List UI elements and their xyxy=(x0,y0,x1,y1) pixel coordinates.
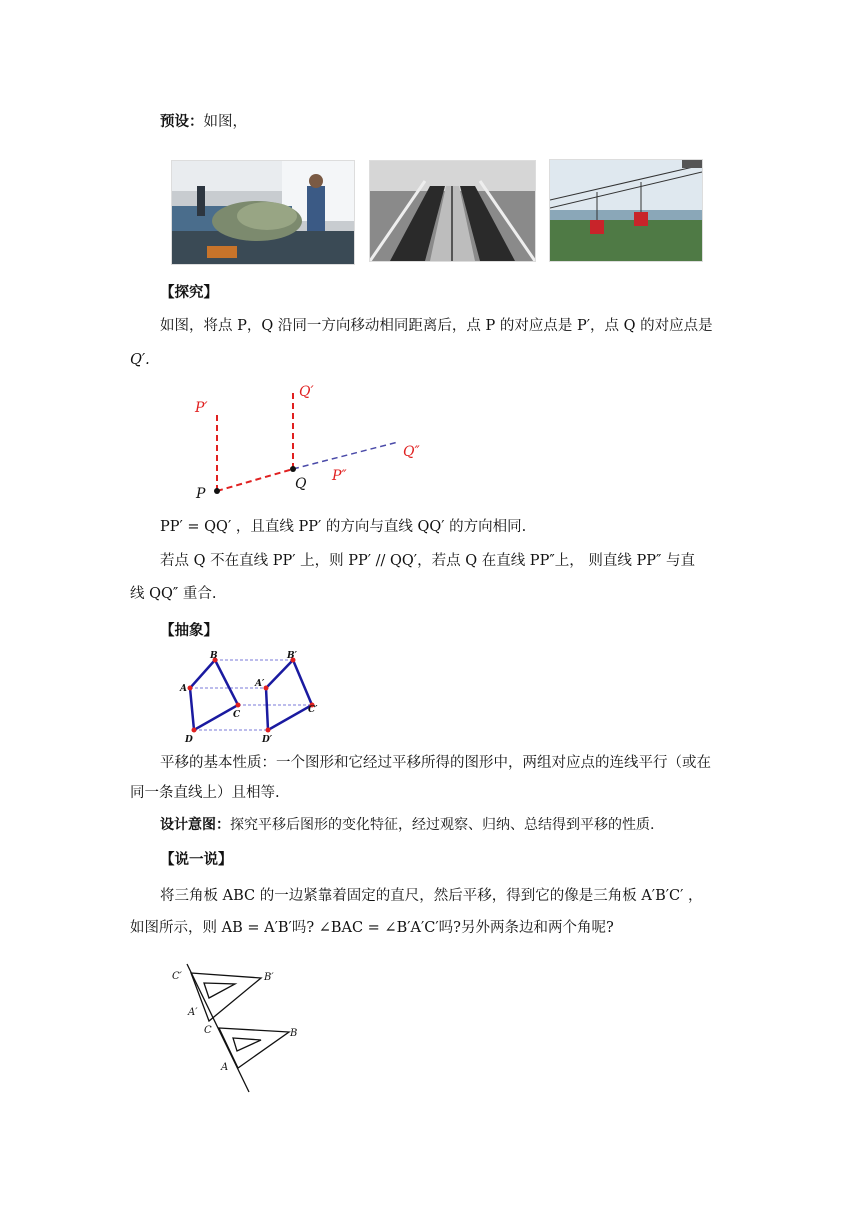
preview-label: 预设： xyxy=(160,113,204,130)
explore-para1-line1: 如图，将点 P，Q 沿同一方向移动相同距离后，点 P 的对应点是 P′，点 Q 的对应点是 xyxy=(160,318,713,334)
explore-para1-line2: Q′. xyxy=(130,352,150,368)
conveyor-belt-photo xyxy=(171,160,355,265)
explore-para2: PP′ = QQ′ ，且直线 PP′ 的方向与直线 QQ′ 的方向相同. xyxy=(160,519,527,535)
label-p1: P′ xyxy=(195,400,208,416)
svg-text:A: A xyxy=(180,684,187,694)
svg-text:A: A xyxy=(221,1062,229,1073)
triangle-abc xyxy=(219,1028,289,1068)
svg-text:C′: C′ xyxy=(308,705,318,715)
svg-text:C: C xyxy=(204,1025,212,1036)
preview-text: 如图， xyxy=(203,114,247,130)
explore-para3-line2: 线 QQ″ 重合. xyxy=(130,586,217,602)
quadrilateral-translation-figure xyxy=(176,648,336,744)
explore-heading: 【探究】 xyxy=(160,284,218,301)
label-q1: Q′ xyxy=(299,384,314,400)
svg-text:B′: B′ xyxy=(264,972,274,983)
talk-heading: 【说一说】 xyxy=(160,851,233,868)
qq2-dashed-line xyxy=(293,442,398,469)
label-p: P xyxy=(196,486,206,502)
quad-abcd xyxy=(190,660,238,730)
svg-text:A′: A′ xyxy=(188,1007,198,1018)
svg-text:B: B xyxy=(210,651,218,661)
quad-a1b1c1d1 xyxy=(266,660,312,730)
svg-text:D: D xyxy=(185,735,193,744)
abstract-heading: 【抽象】 xyxy=(160,622,218,639)
talk-line1: 将三角板 ABC 的一边紧靠着固定的直尺，然后平移，得到它的像是三角板 A′B′C′ ， xyxy=(160,888,703,904)
design-text: 探究平移后图形的变化特征，经过观察、归纳、总结得到平移的性质. xyxy=(230,817,655,833)
translation-points-figure xyxy=(180,380,440,505)
label-q2: Q″ xyxy=(403,444,420,460)
pq-dashed-line xyxy=(217,469,293,491)
preview-line xyxy=(160,112,247,132)
cable-car-photo xyxy=(549,159,703,262)
svg-text:B: B xyxy=(290,1028,298,1039)
label-p2: P″ xyxy=(332,468,347,484)
explore-para3-line1: 若点 Q 不在直线 PP′ 上，则 PP′ // QQ′，若点 Q 在直线 PP″上， 则直线 PP″ 与直 xyxy=(160,553,695,569)
design-intent-line xyxy=(160,815,654,835)
svg-text:C: C xyxy=(233,710,241,720)
design-label: 设计意图： xyxy=(160,817,230,833)
escalator-photo xyxy=(369,160,536,262)
svg-text:B′: B′ xyxy=(287,651,297,661)
svg-text:A′: A′ xyxy=(255,679,265,689)
property-line2: 同一条直线上）且相等. xyxy=(130,785,280,801)
point-p xyxy=(214,488,220,494)
svg-text:C′: C′ xyxy=(172,971,182,982)
triangle-ruler-figure xyxy=(165,958,315,1098)
point-q xyxy=(290,466,296,472)
label-q: Q xyxy=(295,476,307,492)
svg-text:D′: D′ xyxy=(262,735,273,744)
triangle-a1b1c1 xyxy=(191,973,261,1021)
talk-line2: 如图所示，则 AB = A′B′吗? ∠BAC = ∠B′A′C′吗?另外两条边和两个角呢? xyxy=(130,920,614,936)
property-line1: 平移的基本性质：一个图形和它经过平移所得的图形中，两组对应点的连线平行（或在 xyxy=(160,755,711,771)
